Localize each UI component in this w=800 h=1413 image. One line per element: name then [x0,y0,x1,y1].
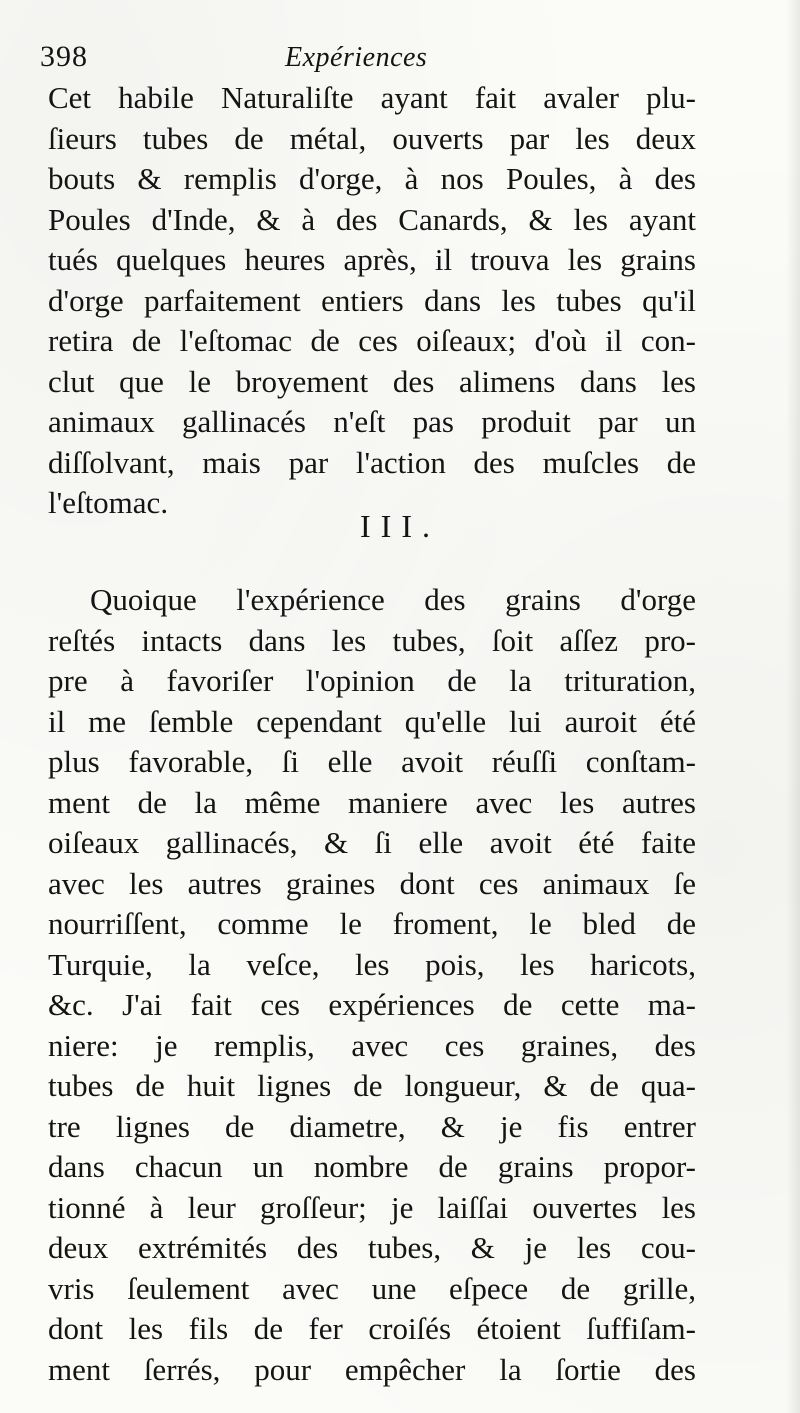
text-line: ment de la même maniere avec les autres [48,784,696,820]
text-line: &c. J'ai fait ces expériences de cette ma- [48,987,696,1022]
text-line: tionné à leur groſſeur; je laiſſai ouvertes les [48,1189,696,1225]
page-header [40,40,760,80]
text-line: reſtés intacts dans les tubes, ſoit aſſez pro- [48,622,696,658]
text-line: clut que le broyement des alimens dans les [48,363,696,399]
text-line: deux extrémités des tubes, & je les cou- [48,1230,696,1265]
page-edge-shadow [786,0,800,1413]
text-line: dont les fils de fer croiſés étoient ſuffiſam- [48,1311,696,1346]
paragraph-1 [48,78,696,524]
text-line: avec les autres graines dont ces animaux ſe [48,865,696,901]
text-line: tués quelques heures après, il trouva les grains [48,242,696,277]
text-line: dans chacun un nombre de grains propor- [48,1149,696,1184]
running-head: Expériences [285,42,428,73]
text-line: oiſeaux gallinacés, & ſi elle avoit été faite [48,825,696,860]
section-heading: III. [360,508,440,544]
text-line: bouts & remplis d'orge, à nos Poules, à des [48,161,696,196]
text-line: Quoique l'expérience des grains d'orge [90,582,696,617]
text-line: pre à favoriſer l'opinion de la trituration, [48,663,696,698]
text-line: retira de l'eſtomac de ces oiſeaux; d'où il con- [48,323,696,358]
text-line: tre lignes de diametre, & je fis entrer [48,1108,696,1144]
text-line: nourriſſent, comme le froment, le bled de [48,906,696,941]
text-line: l'eſtomac. [48,485,169,520]
text-line: ſieurs tubes de métal, ouverts par les deux [48,120,696,156]
text-line: vris ſeulement avec une eſpece de grille, [48,1270,696,1306]
text-line: il me ſemble cependant qu'elle lui auroit été [48,703,696,739]
text-line: ment ſerrés, pour empêcher la ſortie des [48,1351,696,1387]
text-line: niere: je remplis, avec ces graines, des [48,1027,696,1063]
text-line: Poules d'Inde, & à des Canards, & les ayant [48,201,696,237]
text-line: diſſolvant, mais par l'action des muſcles de [48,444,696,480]
text-line: Cet habile Naturaliſte ayant fait avaler plu- [48,80,696,115]
text-line: tubes de huit lignes de longueur, & de qua- [48,1068,696,1103]
page-number: 398 [40,40,88,73]
text-line: animaux gallinacés n'eſt pas produit par un [48,404,696,439]
text-line: Turquie, la veſce, les pois, les haricots, [48,946,696,982]
text-line: plus favorable, ſi elle avoit réuſſi conſtam- [48,744,696,779]
paragraph-2 [48,580,696,1390]
text-line: d'orge parfaitement entiers dans les tubes qu'il [48,282,696,318]
